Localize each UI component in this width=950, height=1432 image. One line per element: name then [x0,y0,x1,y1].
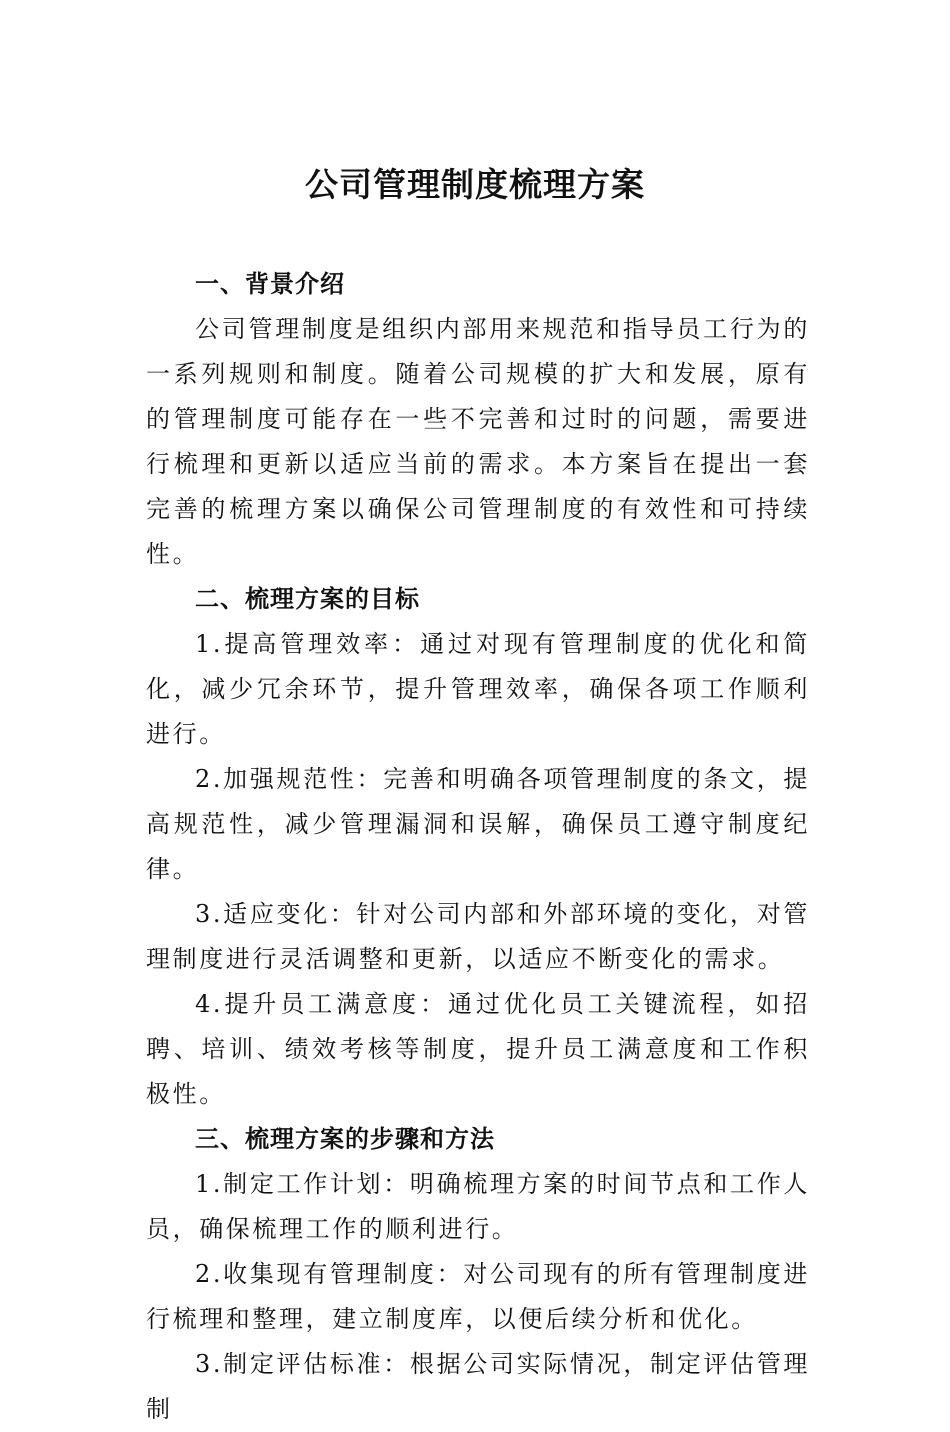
paragraph-goal-4: 4.提升员工满意度：通过优化员工关键流程，如招聘、培训、绩效考核等制度，提升员工满意度和工作积极性。 [146,990,810,1108]
document-title: 公司管理制度梳理方案 [305,165,645,204]
paragraph-goal-1: 1.提高管理效率：通过对现有管理制度的优化和简化，减少冗余环节，提升管理效率，确保各项工作顺利进行。 [146,630,810,748]
paragraph-step-1: 1.制定工作计划：明确梳理方案的时间节点和工作人员，确保梳理工作的顺利进行。 [146,1170,810,1243]
section-heading-goals: 二、梳理方案的目标 [195,585,420,613]
section-heading-steps: 三、梳理方案的步骤和方法 [195,1125,495,1153]
paragraph-goal-3: 3.适应变化：针对公司内部和外部环境的变化，对管理制度进行灵活调整和更新，以适应不断变化的需求。 [146,900,810,973]
paragraph-step-3: 3.制定评估标准：根据公司实际情况，制定评估管理制 [146,1350,810,1423]
section-heading-background: 一、背景介绍 [195,270,345,298]
paragraph-background: 公司管理制度是组织内部用来规范和指导员工行为的一系列规则和制度。随着公司规模的扩大和发展，原有的管理制度可能存在一些不完善和过时的问题，需要进行梳理和更新以适应当前的需求。本方案旨在提出一套完善的梳理方案以确保公司管理制度的有效性和可持续性。 [146,315,810,568]
document-body [146,262,810,1432]
paragraph-step-2: 2.收集现有管理制度：对公司现有的所有管理制度进行梳理和整理，建立制度库，以便后续分析和优化。 [146,1260,810,1333]
paragraph-goal-2: 2.加强规范性：完善和明确各项管理制度的条文，提高规范性，减少管理漏洞和误解，确保员工遵守制度纪律。 [146,765,810,883]
